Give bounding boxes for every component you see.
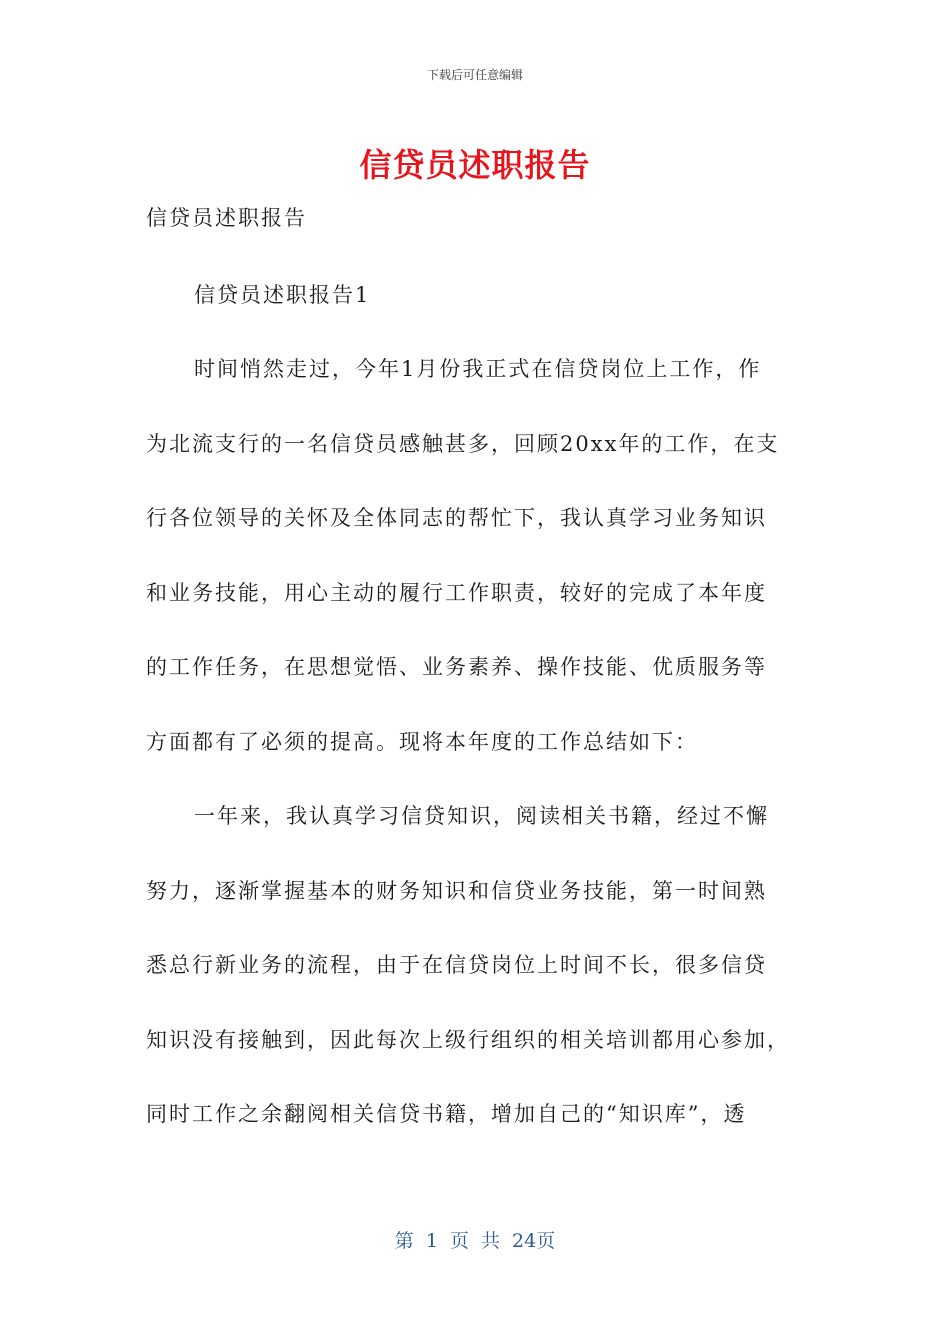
- body-line: 同时工作之余翻阅相关信贷书籍，增加自己的“知识库”，透: [146, 1102, 747, 1126]
- body-line: 悉总行新业务的流程，由于在信贷岗位上时间不长，很多信贷: [146, 953, 767, 977]
- body-line: 行各位领导的关怀及全体同志的帮忙下，我认真学习业务知识: [146, 506, 767, 530]
- body-line: 为北流支行的一名信贷员感触甚多，回顾20xx年的工作，在支: [146, 432, 780, 456]
- body-line: 信贷员述职报告: [146, 206, 307, 230]
- body-line: 方面都有了必须的提高。现将本年度的工作总结如下：: [146, 730, 698, 754]
- body-line: 信贷员述职报告1: [194, 283, 371, 307]
- body-line: 一年来，我认真学习信贷知识，阅读相关书籍，经过不懈: [194, 804, 769, 828]
- document-title: 信贷员述职报告: [359, 146, 591, 184]
- body-line: 努力，逐渐掌握基本的财务知识和信贷业务技能，第一时间熟: [146, 879, 767, 903]
- body-line: 时间悄然走过，今年1月份我正式在信贷岗位上工作，作: [194, 357, 762, 381]
- body-line: 和业务技能，用心主动的履行工作职责，较好的完成了本年度: [146, 581, 767, 605]
- body-line: 知识没有接触到，因此每次上级行组织的相关培训都用心参加，: [146, 1028, 790, 1052]
- page-header-note: 下载后可任意编辑: [426, 68, 523, 82]
- page-number: 第 1 页 共 24页: [394, 1230, 556, 1252]
- body-line: 的工作任务，在思想觉悟、业务素养、操作技能、优质服务等: [146, 655, 767, 679]
